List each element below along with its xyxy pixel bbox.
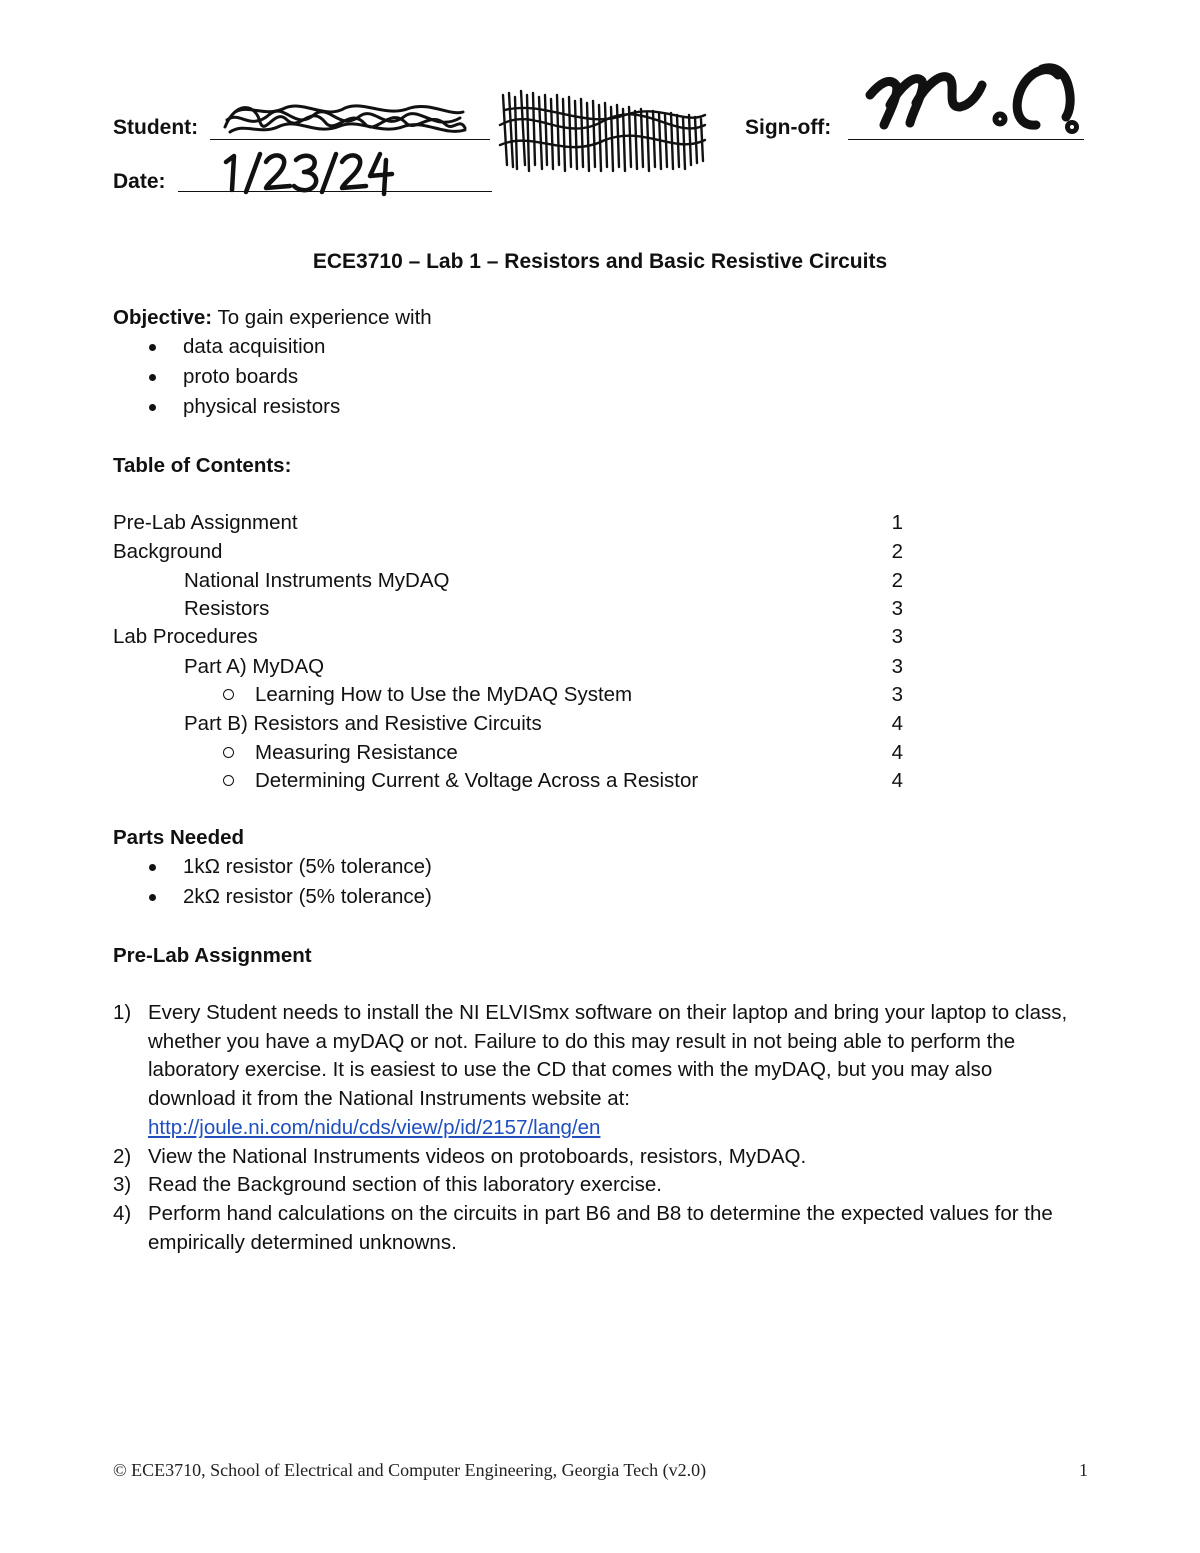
- bullet-icon: [149, 374, 156, 381]
- list-item: proto boards: [146, 362, 340, 392]
- signoff-initials-signature: [860, 55, 1085, 140]
- toc-entry: National Instruments MyDAQ 2: [184, 569, 903, 592]
- bullet-icon: [149, 894, 156, 901]
- toc-entry: Lab Procedures 3: [113, 625, 903, 648]
- list-item: 2) View the National Instruments videos on protoboards, resistors, MyDAQ.: [113, 1144, 807, 1168]
- list-item: 2kΩ resistor (5% tolerance): [146, 882, 432, 912]
- toc-entry: Part B) Resistors and Resistive Circuits 4: [184, 712, 903, 735]
- footer-copyright: © ECE3710, School of Electrical and Computer Engineering, Georgia Tech (v2.0): [113, 1460, 707, 1480]
- objective-list: [146, 332, 340, 422]
- prelab-heading: Pre-Lab Assignment: [113, 944, 312, 967]
- bullet-icon: [149, 864, 156, 871]
- bullet-icon: [149, 344, 156, 351]
- signoff-label: Sign-off:: [745, 116, 832, 139]
- circle-bullet-icon: [223, 747, 234, 758]
- list-item: 3) Read the Background section of this laboratory exercise.: [113, 1173, 662, 1197]
- toc-entry: Pre-Lab Assignment 1: [113, 511, 903, 534]
- toc-entry: Measuring Resistance 4: [113, 738, 903, 767]
- list-item: physical resistors: [146, 392, 340, 422]
- circle-bullet-icon: [223, 689, 234, 700]
- circle-bullet-icon: [223, 775, 234, 786]
- parts-heading: Parts Needed: [113, 826, 245, 849]
- redacted-name-scribble-2: [495, 85, 710, 175]
- objective-label: Objective:: [113, 306, 213, 329]
- toc-entry: Determining Current & Voltage Across a Resistor 4: [113, 766, 903, 795]
- student-label: Student:: [113, 116, 199, 139]
- page-number: 1: [1079, 1460, 1088, 1480]
- list-item: 1) Every Student needs to install the NI ELVISmx software on their laptop and bring your laptop to class, whether you have a myDAQ or not. Failure to do this may result in not being able to perform the laboratory exercise. It is easiest to use the CD that comes with the myDAQ, but you may also download it from the National Instruments website at: http://joule.ni.com/nidu/cds/view/p/id/2157/lang/en: [113, 1001, 1068, 1139]
- redacted-name-scribble: [215, 92, 470, 142]
- list-item: 1kΩ resistor (5% tolerance): [146, 852, 432, 882]
- date-handwritten: [220, 148, 395, 198]
- elvismx-download-link[interactable]: http://joule.ni.com/nidu/cds/view/p/id/2157/lang/en: [148, 1115, 601, 1139]
- date-label: Date:: [113, 170, 166, 193]
- document-title: ECE3710 – Lab 1 – Resistors and Basic Resistive Circuits: [312, 250, 888, 273]
- toc-entry: Part A) MyDAQ 3: [184, 655, 903, 678]
- toc-entry: Background 2: [113, 540, 903, 563]
- list-item: 4) Perform hand calculations on the circuits in part B6 and B8 to determine the expected values for the empirically determined unknowns.: [113, 1201, 1053, 1254]
- list-item: data acquisition: [146, 332, 340, 362]
- page-footer: [113, 1460, 1088, 1486]
- bullet-icon: [149, 404, 156, 411]
- toc-entry: Resistors 3: [184, 597, 903, 620]
- prelab-list: [113, 999, 1083, 1257]
- toc-entry: Learning How to Use the MyDAQ System 3: [113, 680, 903, 709]
- objective-text: To gain experience with: [217, 306, 432, 329]
- toc-heading: Table of Contents:: [113, 454, 292, 477]
- parts-list: [146, 852, 432, 912]
- objective-line: [113, 304, 432, 332]
